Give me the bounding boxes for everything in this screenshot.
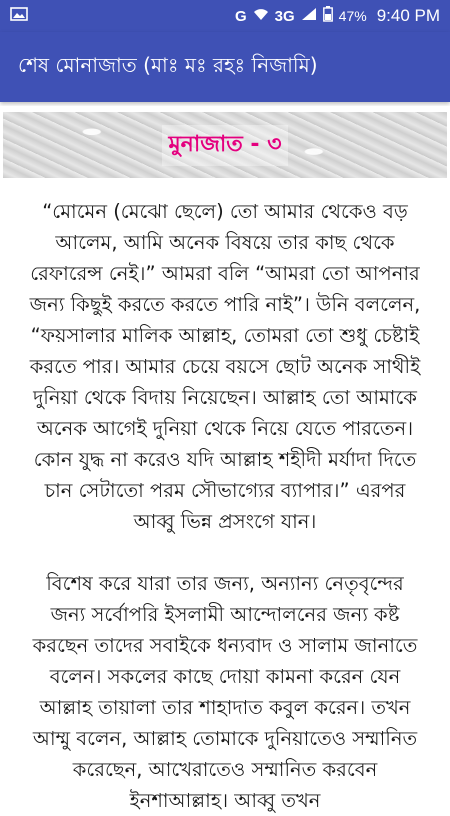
wifi-icon bbox=[253, 7, 269, 25]
image-icon bbox=[10, 6, 28, 26]
page-title: শেষ মোনাজাত (মাঃ মঃ রহঃ নিজামি) bbox=[18, 52, 318, 77]
status-right bbox=[235, 6, 440, 26]
battery-percent: 47% bbox=[338, 8, 367, 24]
header-banner bbox=[0, 106, 450, 184]
paragraph-2: বিশেষ করে যারা তার জন্য, অন্যান্য নেতৃবৃন্দের জন্য সর্বোপরি ইসলামী আন্দোলনের জন্য কষ্ট করছেন তাদের সবাইকে ধন্যবাদ ও সালাম জানাতে বলেন। সকলের কাছে দোয়া কামনা করেন যেন আল্লাহ তায়ালা তার শাহাদাত কবুল করেন। তখন আম্মু বলেন, আল্লাহ তোমাকে দুনিয়াতেও সম্মানিত করেছেন, আখেরাতেও সম্মানিত করবেন ইনশাআল্লাহ। আব্বু তখন bbox=[32, 572, 418, 812]
battery-icon bbox=[323, 6, 333, 26]
status-left bbox=[10, 6, 28, 26]
banner-title: মুনাজাত - ৩ bbox=[162, 125, 287, 166]
banner-background bbox=[3, 112, 447, 178]
article-content[interactable] bbox=[0, 196, 450, 812]
status-bar bbox=[0, 0, 450, 32]
network-label: G bbox=[234, 7, 247, 25]
paragraph-1: “মোমেন (মেঝো ছেলে) তো আমার থেকেও বড় আলেম, আমি অনেক বিষয়ে তার কাছ থেকে রেফারেন্স নেই।” আমরা বলি “আমরা তো আপনার জন্য কিছুই করতে করতে পারি নাই”। উনি বললেন, “ফয়সালার মালিক আল্লাহ, তোমরা তো শুধু চেষ্টাই করতে পার। আমার চেয়ে বয়সে ছোট অনেক সাথীই দুনিয়া থেকে বিদায় নিয়েছেন। আল্লাহ তো আমাকে অনেক আগেই দুনিয়া থেকে নিয়ে যেতে পারতেন। কোন যুদ্ধ না করেও যদি আল্লাহ শহীদী মর্যাদা দিতে চান সেটাতো পরম সৌভাগ্যের ব্যাপার।” এরপর আব্বু ভিন্ন প্রসংগে যান। bbox=[29, 200, 421, 533]
app-bar bbox=[0, 32, 450, 102]
clock: 9:40 PM bbox=[376, 6, 440, 25]
signal-icon bbox=[301, 7, 317, 25]
network-type-label: 3G bbox=[274, 7, 295, 25]
